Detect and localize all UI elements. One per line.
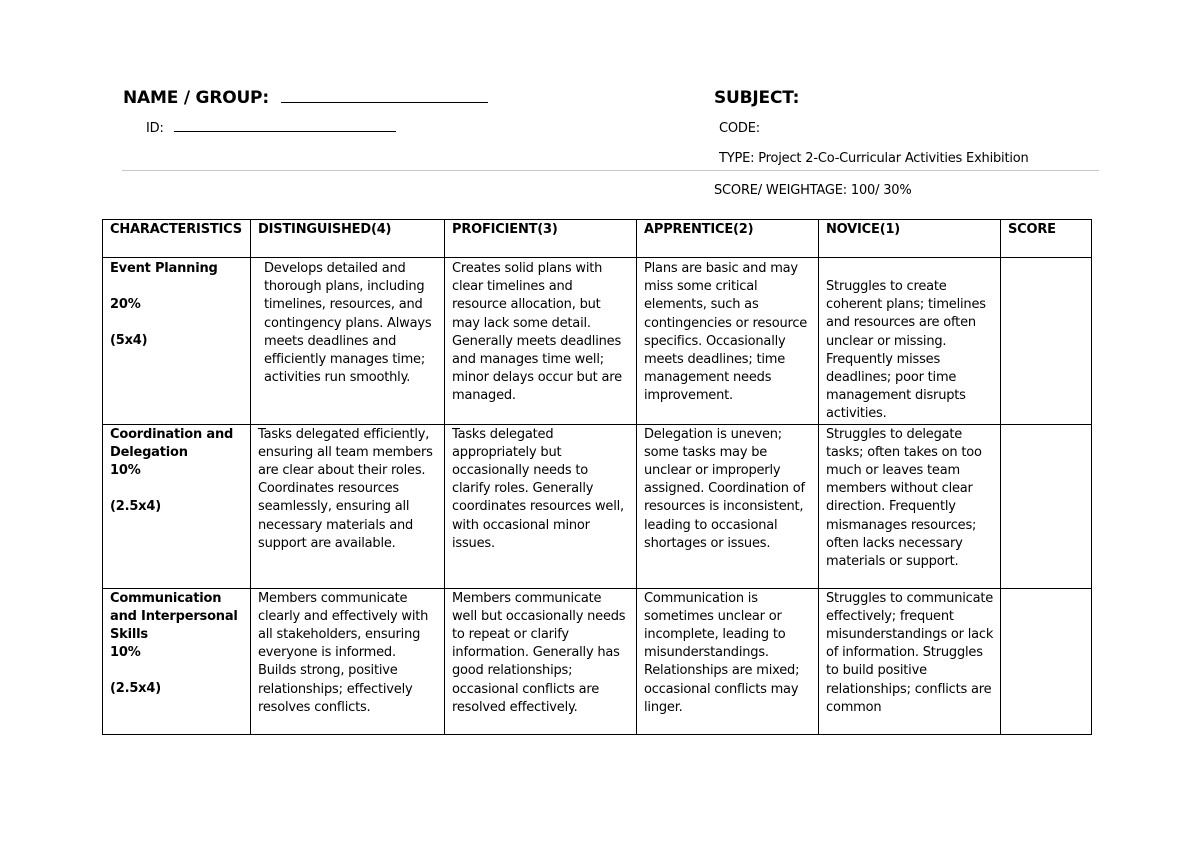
name-group-blank[interactable] bbox=[281, 102, 488, 103]
score-cell[interactable] bbox=[1001, 588, 1092, 734]
header-divider bbox=[122, 170, 1099, 171]
novice-cell: Struggles to communicate effectively; frequent misunderstandings or lack of information. Struggles to build positive relationships; conflicts are common bbox=[819, 588, 1001, 734]
criterion-formula: (5x4) bbox=[110, 333, 148, 349]
distinguished-cell: Develops detailed and thorough plans, including timelines, resources, and contingency plans. Always meets deadlines and efficiently manages time; activities run smoothly. bbox=[251, 258, 445, 425]
distinguished-cell: Members communicate clearly and effectively with all stakeholders, ensuring everyone is informed. Builds strong, positive relationships; effectively resolves conflicts. bbox=[251, 588, 445, 734]
score-cell[interactable] bbox=[1001, 424, 1092, 588]
rubric-table bbox=[102, 219, 1092, 735]
criterion-formula: (2.5x4) bbox=[110, 499, 161, 515]
code-label: CODE: bbox=[719, 121, 760, 136]
proficient-cell: Tasks delegated appropriately but occasionally needs to clarify roles. Generally coordinates resources well, with occasional minor issues. bbox=[445, 424, 637, 588]
criterion-weight: 10% bbox=[110, 463, 141, 479]
criterion-weight: 20% bbox=[110, 297, 141, 313]
table-row bbox=[103, 424, 1092, 588]
table-row bbox=[103, 258, 1092, 425]
col-header-apprentice: APPRENTICE(2) bbox=[637, 220, 819, 258]
criterion-title: Communication and Interpersonal Skills bbox=[110, 590, 238, 643]
col-header-novice: NOVICE(1) bbox=[819, 220, 1001, 258]
col-header-proficient: PROFICIENT(3) bbox=[445, 220, 637, 258]
col-header-score: SCORE bbox=[1001, 220, 1092, 258]
col-header-characteristics: CHARACTERISTICS bbox=[103, 220, 251, 258]
table-header-row bbox=[103, 220, 1092, 258]
apprentice-cell: Communication is sometimes unclear or incomplete, leading to misunderstandings. Relationships are mixed; occasional conflicts may linger. bbox=[637, 588, 819, 734]
distinguished-cell: Tasks delegated efficiently, ensuring all team members are clear about their roles. Coordinates resources seamlessly, ensuring all necessary materials and support are available. bbox=[251, 424, 445, 588]
score-line: SCORE/ WEIGHTAGE: 100/ 30% bbox=[714, 183, 912, 198]
apprentice-cell: Delegation is uneven; some tasks may be unclear or improperly assigned. Coordination of resources is inconsistent, leading to occasional shortages or issues. bbox=[637, 424, 819, 588]
criterion-cell bbox=[103, 588, 251, 734]
criterion-title: Coordination and Delegation bbox=[110, 426, 234, 460]
type-line: TYPE: Project 2-Co-Curricular Activities Exhibition bbox=[719, 151, 1029, 166]
id-blank[interactable] bbox=[174, 131, 396, 132]
score-cell[interactable] bbox=[1001, 258, 1092, 425]
novice-cell: Struggles to delegate tasks; often takes on too much or leaves team members without clear direction. Frequently mismanages resources; often lacks necessary materials or support. bbox=[819, 424, 1001, 588]
proficient-cell: Members communicate well but occasionally needs to repeat or clarify information. Generally has good relationships; occasional conflicts are resolved effectively. bbox=[445, 588, 637, 734]
table-row bbox=[103, 588, 1092, 734]
criterion-formula: (2.5x4) bbox=[110, 681, 161, 697]
subject-label: SUBJECT: bbox=[714, 88, 800, 108]
novice-cell: Struggles to create coherent plans; timelines and resources are often unclear or missing. Frequently misses deadlines; poor time management disrupts activities. bbox=[819, 258, 1001, 425]
proficient-cell: Creates solid plans with clear timelines and resource allocation, but may lack some detail. Generally meets deadlines and manages time well; minor delays occur but are managed. bbox=[445, 258, 637, 425]
criterion-cell bbox=[103, 424, 251, 588]
criterion-title: Event Planning bbox=[110, 261, 218, 276]
criterion-weight: 10% bbox=[110, 645, 141, 661]
apprentice-cell: Plans are basic and may miss some critical elements, such as contingencies or resource specifics. Occasionally meets deadlines; time management needs improvement. bbox=[637, 258, 819, 425]
col-header-distinguished: DISTINGUISHED(4) bbox=[251, 220, 445, 258]
criterion-cell bbox=[103, 258, 251, 425]
name-group-label: NAME / GROUP: bbox=[123, 88, 488, 108]
id-label: ID: bbox=[146, 121, 396, 136]
